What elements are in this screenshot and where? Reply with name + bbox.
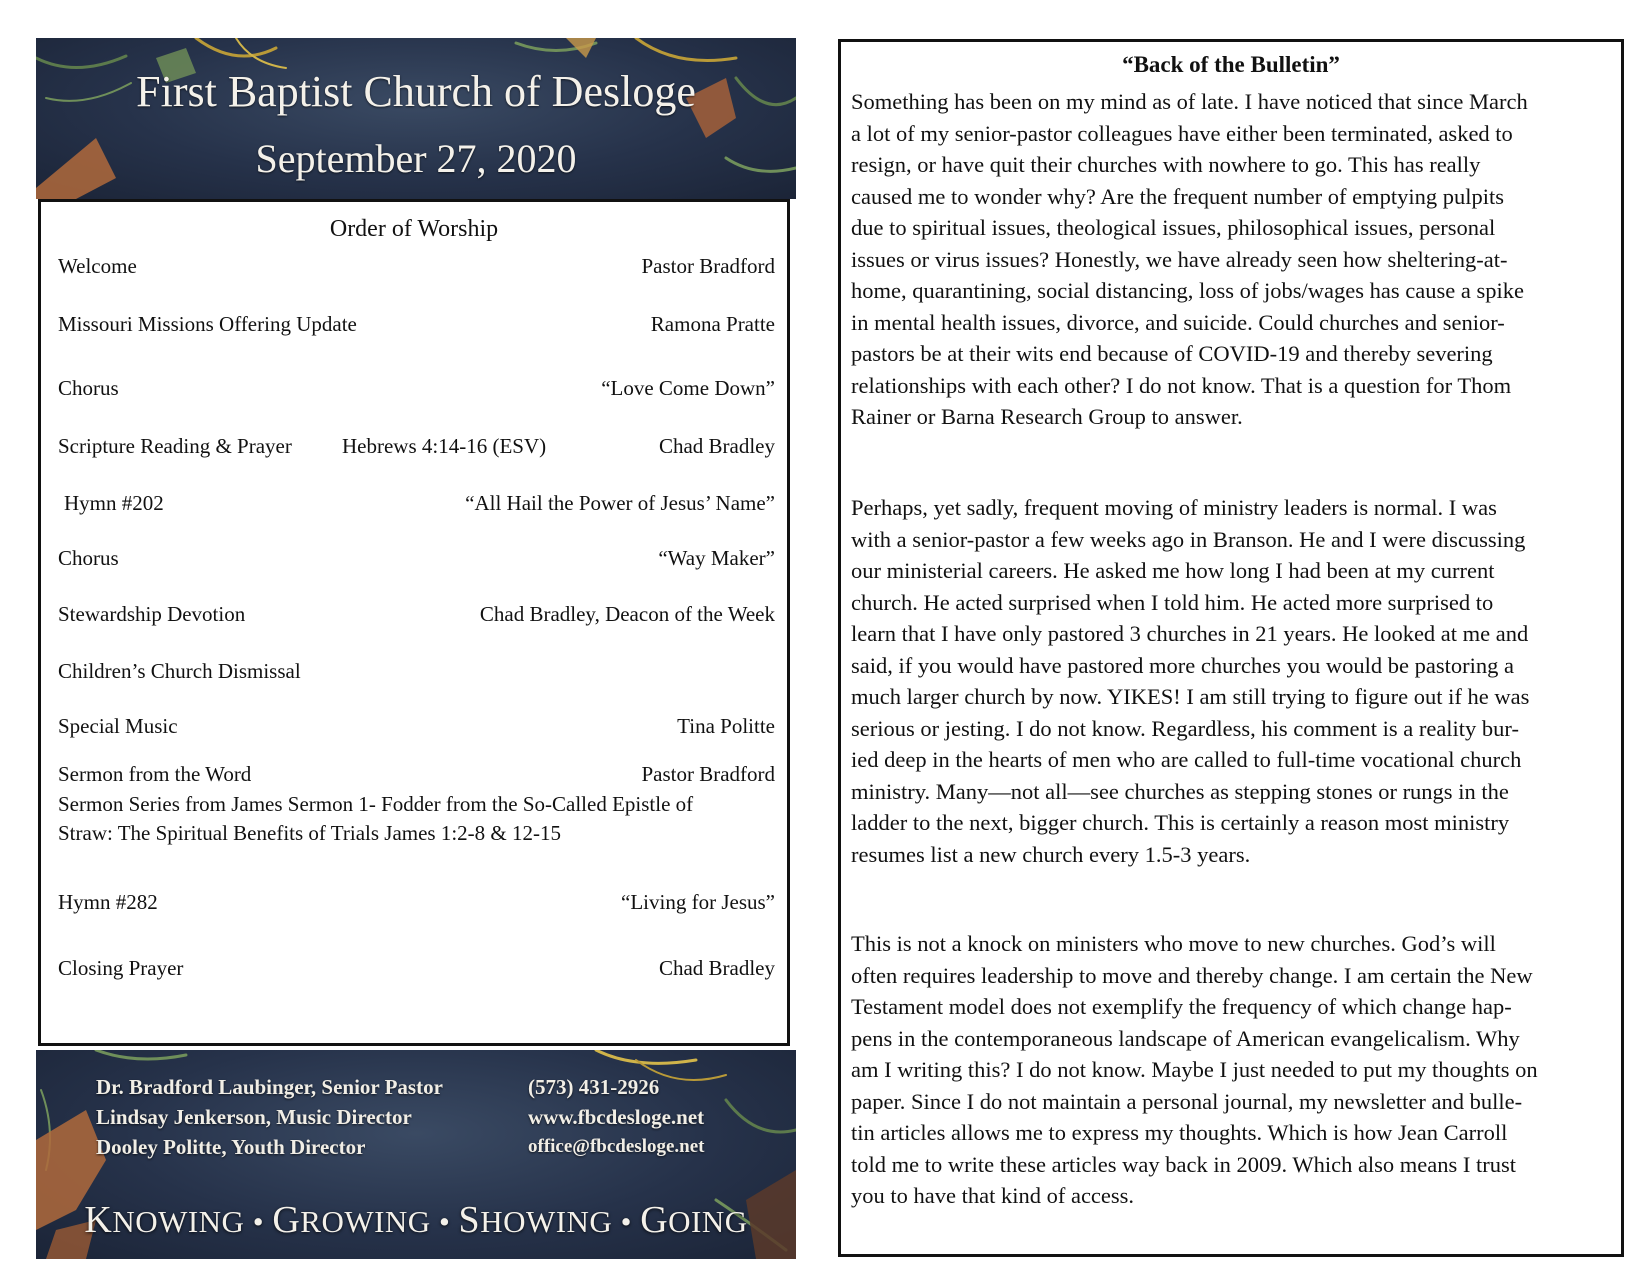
staff-member: Dooley Politte, Youth Director — [96, 1135, 366, 1159]
text-line: ied deep in the hearts of men who are called to full-time vocational church — [851, 747, 1522, 772]
worship-leader: Pastor Bradford — [641, 254, 775, 278]
text-line: relationships with each other? I do not know. That is a question for Thom — [851, 372, 1512, 398]
worship-element: Scripture Reading & Prayer — [58, 434, 292, 458]
website-link[interactable]: www.fbcdesloge.net — [528, 1105, 705, 1129]
article-title: “Back of the Bulletin” — [1122, 52, 1340, 77]
worship-item — [58, 434, 775, 462]
worship-leader: “Living for Jesus” — [621, 890, 775, 914]
article-paragraph — [851, 86, 1621, 433]
motto-initial: G — [272, 1199, 301, 1241]
worship-leader: Chad Bradley — [658, 434, 775, 458]
worship-element: Sermon from the Word — [58, 762, 252, 786]
worship-item — [58, 714, 775, 742]
motto-initial: G — [640, 1199, 669, 1241]
text-line: church. He acted surprised when I told him. He acted more surprised to — [851, 589, 1494, 615]
worship-leader: Chad Bradley, Deacon of the Week — [479, 602, 775, 626]
text-line: with a senior-pastor a few weeks ago in Branson. He and I were discussing — [851, 526, 1526, 552]
text-line: a lot of my senior-pastor colleagues have either been terminated, asked to — [851, 120, 1513, 146]
church-motto — [36, 1198, 796, 1242]
text-line: Something has been on my mind as of late. I have noticed that since March — [851, 89, 1528, 114]
worship-element: Missouri Missions Offering Update — [58, 312, 357, 336]
order-of-worship — [38, 199, 790, 1046]
worship-item — [58, 546, 775, 574]
article-paragraph — [851, 928, 1621, 1212]
worship-element: Stewardship Devotion — [58, 602, 246, 626]
worship-element: Closing Prayer — [58, 956, 184, 980]
worship-leader: Chad Bradley — [658, 956, 775, 980]
footer-banner — [36, 1050, 796, 1259]
worship-detail: Hebrews 4:14-16 (ESV) — [342, 434, 547, 458]
church-name: First Baptist Church of Desloge — [136, 67, 696, 116]
worship-leader: “Love Come Down” — [601, 376, 775, 400]
worship-leader: Pastor Bradford — [641, 762, 775, 786]
worship-item — [58, 312, 775, 340]
motto-separator: • — [438, 1204, 451, 1239]
service-date: September 27, 2020 — [255, 136, 577, 181]
text-line: Rainer or Barna Research Group to answer. — [851, 404, 1243, 429]
text-line: Perhaps, yet sadly, frequent moving of ministry leaders is normal. I was — [851, 495, 1497, 520]
phone-number: (573) 431-2926 — [528, 1075, 660, 1099]
sermon-series-line: Straw: The Spiritual Benefits of Trials James 1:2-8 & 12-15 — [58, 821, 561, 845]
worship-item — [58, 254, 775, 282]
motto-separator: • — [620, 1204, 632, 1239]
worship-item — [58, 376, 775, 404]
worship-item — [58, 491, 775, 519]
worship-item — [58, 659, 775, 687]
worship-item — [58, 890, 775, 918]
worship-leader: “Way Maker” — [658, 546, 775, 570]
text-line: due to spiritual issues, theological issues, philosophical issues, personal — [851, 215, 1496, 240]
staff-member: Dr. Bradford Laubinger, Senior Pastor — [96, 1075, 443, 1099]
motto-initial: K — [84, 1199, 113, 1241]
contact-info — [528, 1072, 704, 1162]
worship-element: Welcome — [58, 254, 137, 278]
worship-element: Children’s Church Dismissal — [58, 659, 301, 683]
motto-word: ROWING — [300, 1204, 431, 1239]
text-line: am I writing this? I do not know. Maybe I just needed to put my thoughts on — [851, 1057, 1538, 1082]
text-line: paper. Since I do not maintain a personal journal, my newsletter and bulle- — [851, 1088, 1523, 1114]
worship-element: Hymn #202 — [64, 491, 164, 515]
worship-leader: Ramona Pratte — [650, 312, 775, 336]
worship-item — [58, 762, 775, 790]
staff-list — [96, 1072, 443, 1162]
motto-initial: S — [458, 1199, 481, 1241]
text-line: ministry. Many—not all—see churches as stepping stones or rungs in the — [851, 778, 1509, 804]
text-line: told me to write these articles way back in 2009. Which also means I trust — [851, 1151, 1517, 1177]
staff-member: Lindsay Jenkerson, Music Director — [96, 1105, 412, 1129]
text-line: much larger church by now. YIKES! I am still trying to figure out if he was — [851, 684, 1530, 709]
worship-element: Chorus — [58, 376, 119, 400]
email-link[interactable]: office@fbcdesloge.net — [528, 1136, 705, 1157]
text-line: in mental health issues, divorce, and suicide. Could churches and senior- — [851, 309, 1505, 335]
motto-word: NOWING — [112, 1204, 245, 1239]
text-line: pens in the contemporaneous landscape of American evangelicalism. Why — [851, 1025, 1520, 1051]
text-line: you to have that kind of access. — [851, 1183, 1135, 1208]
motto-separator: • — [252, 1204, 265, 1239]
text-line: ladder to the next, bigger church. This is certainly a reason most ministry — [851, 810, 1510, 835]
text-line: said, if you would have pastored more churches you would be pastoring a — [851, 652, 1514, 678]
bulletin-front — [36, 38, 796, 1259]
text-line: our ministerial careers. He asked me how long I had been at my current — [851, 558, 1495, 583]
worship-element: Hymn #282 — [58, 890, 158, 914]
text-line: This is not a knock on ministers who move to new churches. God’s will — [851, 931, 1496, 956]
text-line: often requires leadership to move and thereby change. I am certain the New — [851, 962, 1533, 988]
text-line: resumes list a new church every 1.5-3 years. — [851, 841, 1251, 867]
article-paragraph — [851, 492, 1621, 870]
text-line: caused me to wonder why? Are the frequent number of emptying pulpits — [851, 183, 1504, 209]
text-line: tin articles allows me to express my thoughts. Which is how Jean Carroll — [851, 1120, 1508, 1145]
text-line: serious or jesting. I do not know. Regardless, his comment is a reality bur- — [851, 715, 1519, 741]
text-line: home, quarantining, social distancing, loss of jobs/wages has cause a spike — [851, 278, 1524, 303]
motto-word: HOWING — [480, 1204, 613, 1239]
worship-item — [58, 956, 775, 984]
order-heading: Order of Worship — [329, 216, 499, 242]
text-line: Testament model does not exemplify the frequency of which change hap- — [851, 994, 1512, 1019]
worship-leader: Tina Politte — [677, 714, 775, 738]
back-of-bulletin-article — [838, 39, 1624, 1257]
text-line: pastors be at their wits end because of COVID-19 and thereby severing — [851, 341, 1493, 366]
text-line: issues or virus issues? Honestly, we have already seen how sheltering-at- — [851, 246, 1508, 272]
text-line: resign, or have quit their churches with nowhere to go. This has really — [851, 152, 1481, 177]
worship-item — [58, 602, 775, 630]
motto-word: OING — [668, 1204, 748, 1239]
text-line: learn that I have only pastored 3 churches in 21 years. He looked at me and — [851, 621, 1529, 646]
worship-leader: “All Hail the Power of Jesus’ Name” — [465, 491, 775, 515]
worship-element: Chorus — [58, 546, 119, 570]
header-banner — [36, 38, 796, 199]
worship-element: Special Music — [58, 714, 178, 738]
sermon-series-line: Sermon Series from James Sermon 1- Fodder from the So-Called Epistle of — [58, 792, 694, 816]
